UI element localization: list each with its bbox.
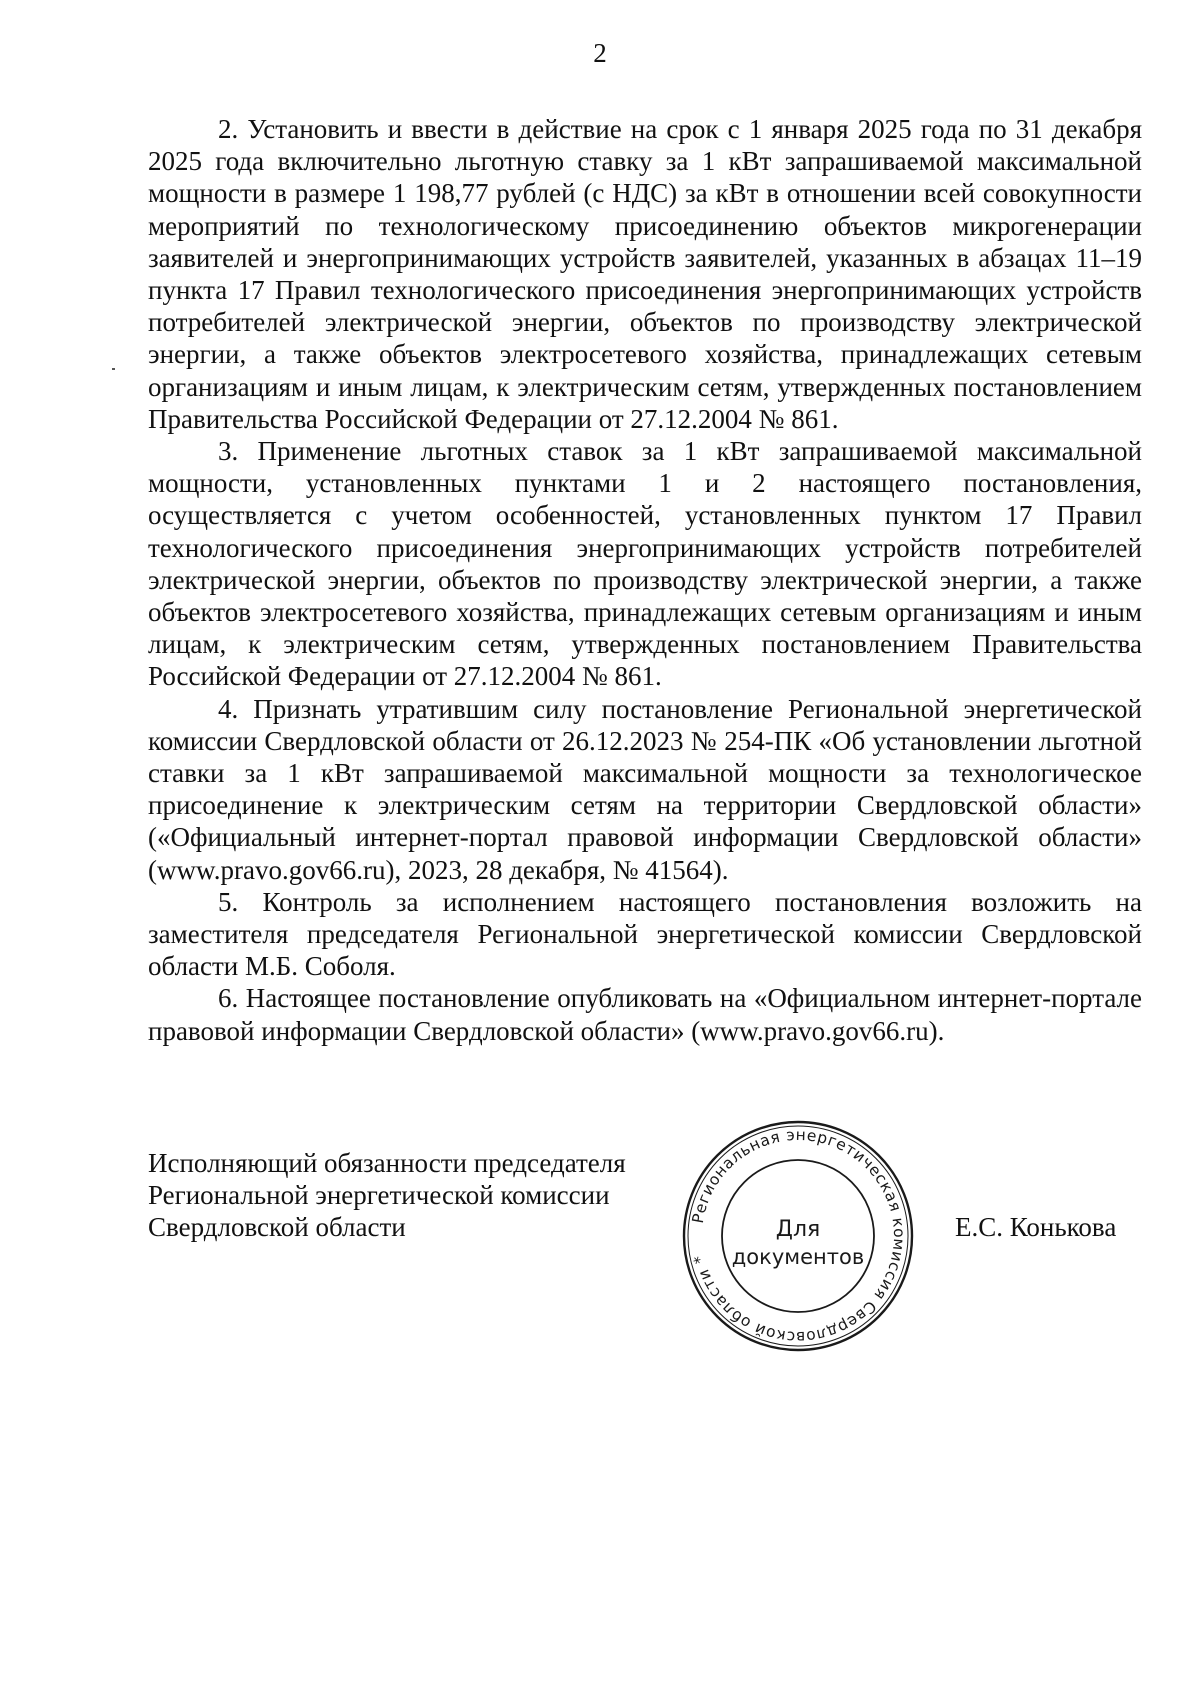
signature-position-line-1: Исполняющий обязанности председателя xyxy=(148,1148,626,1178)
paragraph-3: 3. Применение льготных ставок за 1 кВт запрашиваемой максимальной мощности, установленных пунктами 1 и 2 настоящего постановления, осуществляется с учетом особенностей, установленных пунктом 17 Правил технологического присоединения энергопринимающих устройств потребителей электрической энергии, объектов по производству электрической энергии, а также объектов электросетевого хозяйства, принадлежащих сетевым организациям и иным лицам, к электрическим сетям, утвержденных постановлением Правительства Российской Федерации от 27.12.2004 № 861. xyxy=(148,436,1142,692)
signature-position-line-3: Свердловской области xyxy=(148,1212,406,1242)
official-stamp xyxy=(680,1118,916,1354)
paragraph-2: 2. Установить и ввести в действие на срок с 1 января 2025 года по 31 декабря 2025 года включительно льготную ставку за 1 кВт запрашиваемой максимальной мощности в размере 1 198,77 рублей (с НДС) за кВт в отношении всей совокупности мероприятий по технологическому присоединению объектов микрогенерации заявителей и энергопринимающих устройств заявителей, указанных в абзацах 11–19 пункта 17 Правил технологического присоединения энергопринимающих устройств потребителей электрической энергии, объектов по производству электрической энергии, а также объектов электросетевого хозяйства, принадлежащих сетевым организациям и иным лицам, к электрическим сетям, утвержденных постановлением Правительства Российской Федерации от 27.12.2004 № 861. xyxy=(148,114,1142,434)
stamp-seal-icon xyxy=(680,1118,916,1354)
margin-mark xyxy=(112,368,115,370)
page-number: 2 xyxy=(593,38,607,68)
stamp-center-line-2: документов xyxy=(731,1245,865,1269)
document-body xyxy=(148,113,1142,1047)
signer-name: Е.С. Конькова xyxy=(955,1212,1117,1242)
paragraph-6: 6. Настоящее постановление опубликовать на «Официальном интернет-портале правовой информации Свердловской области» (www.pravo.gov66.ru). xyxy=(148,983,1142,1046)
paragraph-4: 4. Признать утратившим силу постановление Региональной энергетической комиссии Свердловской области от 26.12.2023 № 254-ПК «Об установлении льготной ставки за 1 кВт запрашиваемой максимальной мощности за технологическое присоединение к электрическим сетям на территории Свердловской области» («Официальный интернет-портал правовой информации Свердловской области» (www.pravo.gov66.ru), 2023, 28 декабря, № 41564). xyxy=(148,693,1142,885)
stamp-center-line-1: Для xyxy=(775,1217,821,1242)
signature-position-line-2: Региональной энергетической комиссии xyxy=(148,1180,610,1210)
stamp-ring-text: Региональная энергетическая комиссия Свердловской области * xyxy=(688,1125,909,1347)
paragraph-5: 5. Контроль за исполнением настоящего постановления возложить на заместителя председателя Региональной энергетической комиссии Свердловской области М.Б. Соболя. xyxy=(148,886,1142,982)
signature-position xyxy=(148,1147,648,1243)
